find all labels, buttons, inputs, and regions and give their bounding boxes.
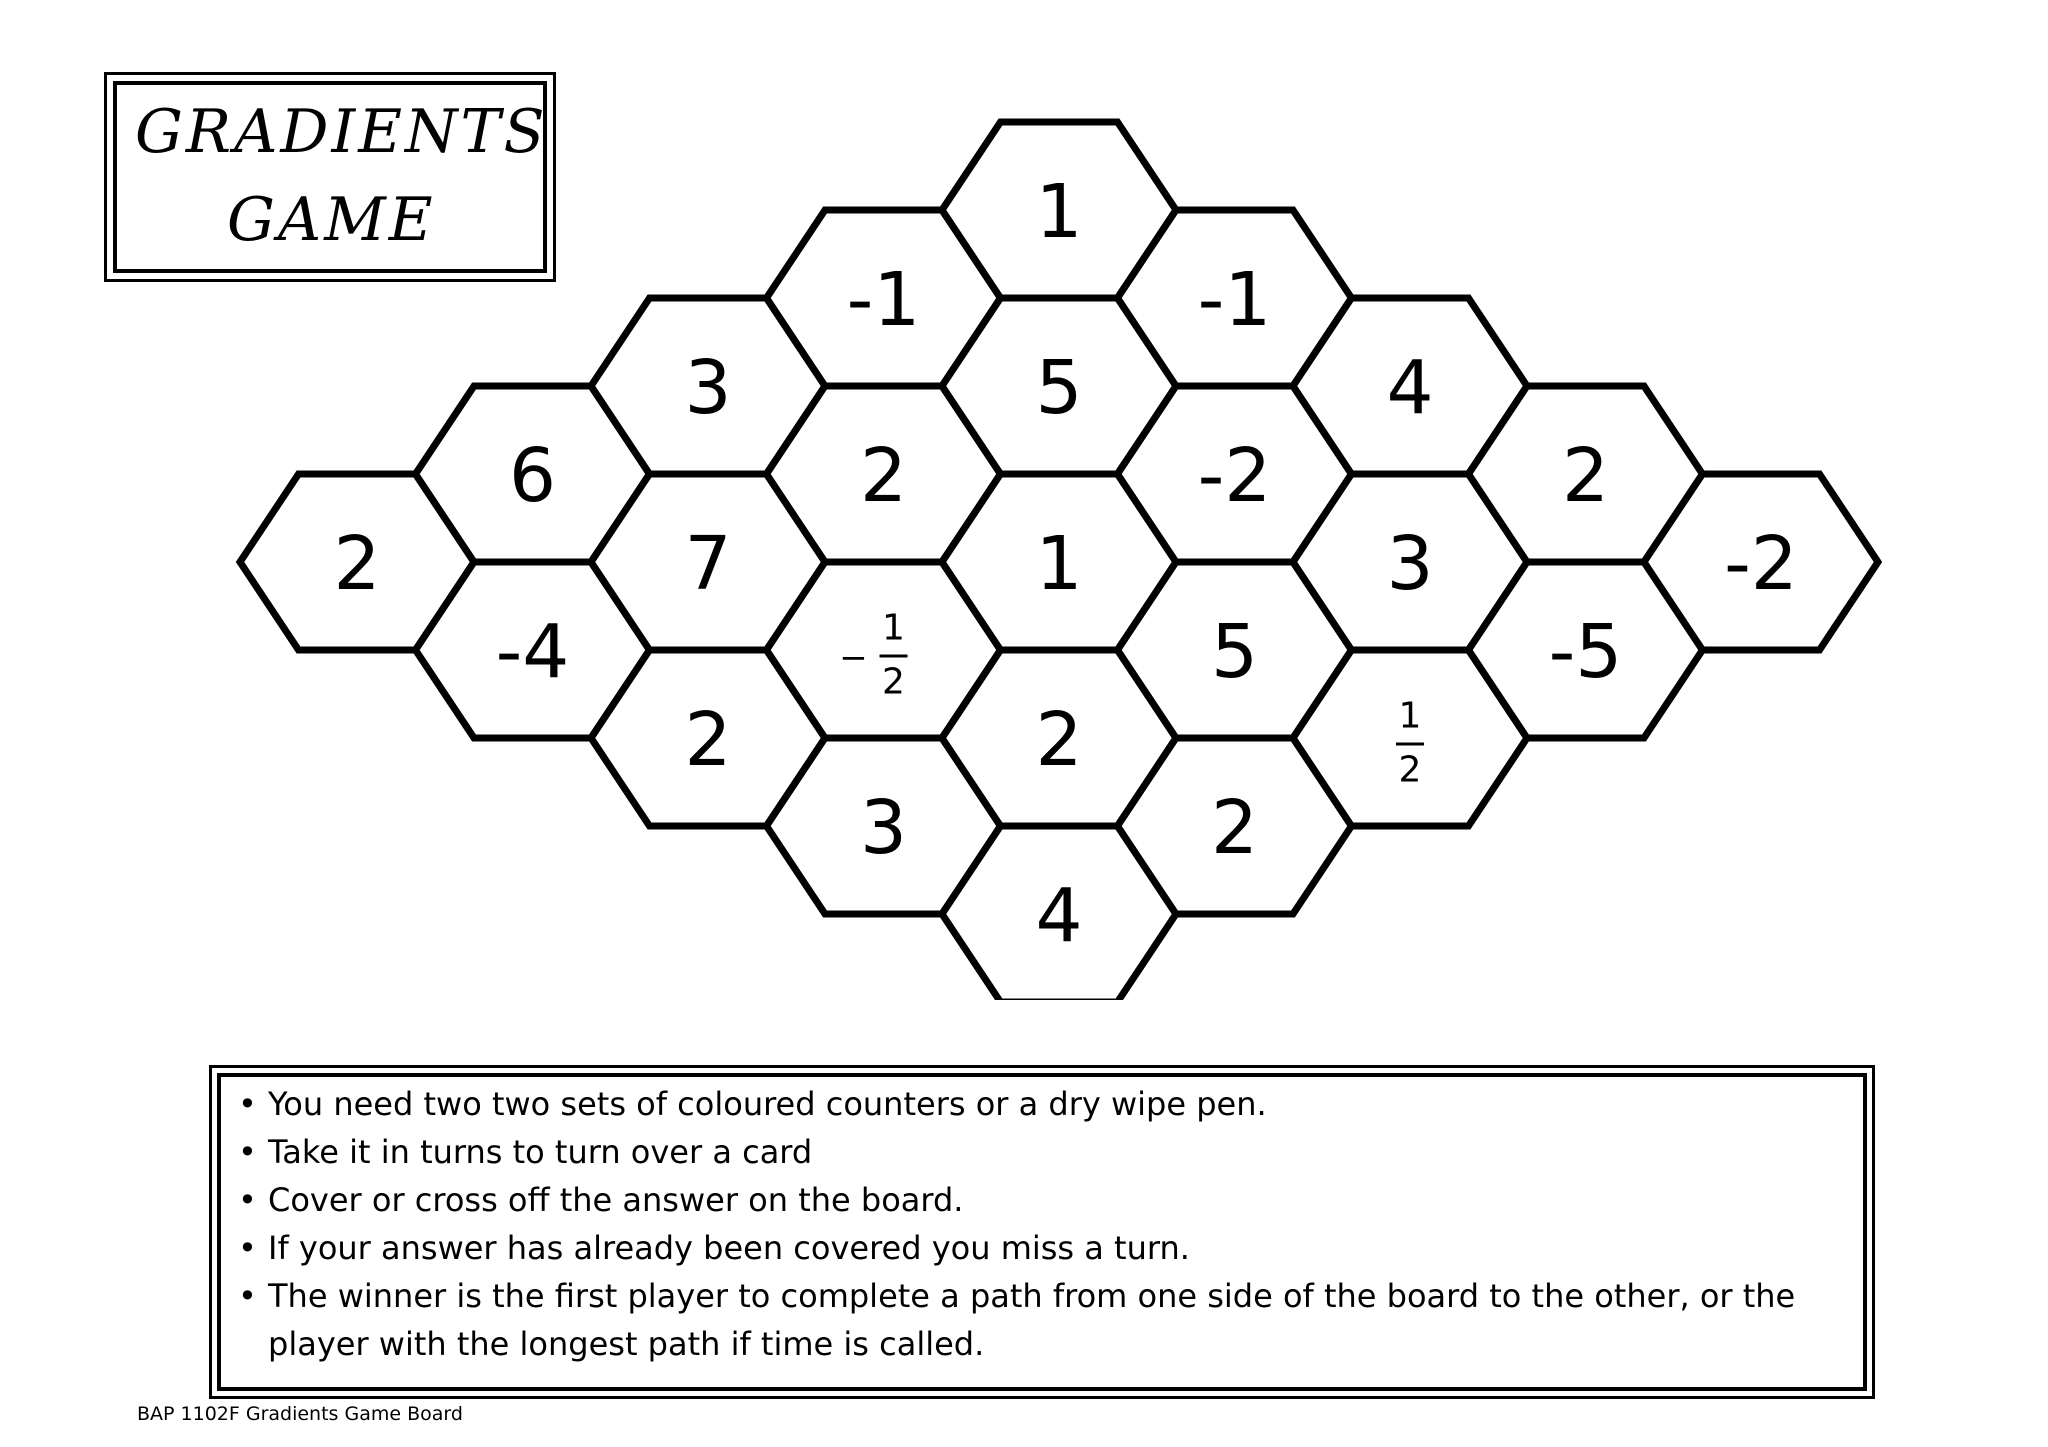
footer-label: BAP 1102F Gradients Game Board [137,1403,463,1425]
hex-value: 2 [684,697,732,783]
bullet-icon: • [238,1133,257,1171]
rule-text: Cover or cross off the answer on the board. [268,1181,964,1219]
rule-text: The winner is the first player to complete a path from one side of the board to the other, or the player with the longest path if time is called. [268,1277,1796,1363]
hex-value: -2 [1197,433,1272,519]
hex-value: -1 [846,257,921,343]
hex-value: 6 [508,433,557,519]
title-line-1: GRADIENTS [135,97,548,167]
fraction-denominator: 2 [1398,749,1422,791]
hex-value: -2 [1724,521,1798,607]
hex-value: 2 [333,521,381,607]
rule-text: If your answer has already been covered you miss a turn. [268,1229,1190,1267]
hex-value: 4 [1386,345,1434,431]
hex-value: 3 [684,345,732,431]
rule-text: Take it in turns to turn over a card [268,1133,813,1171]
rule-item [232,1224,1842,1272]
hex-value: 1 [1035,169,1083,255]
hex-value: 5 [1035,345,1083,431]
bullet-icon: • [238,1277,257,1315]
rule-text: You need two two sets of coloured counters or a dry wipe pen. [268,1085,1267,1123]
hex-value: 3 [1386,521,1434,607]
hex-value: 1 [1035,521,1083,607]
rule-item [232,1080,1842,1128]
hex-value: -5 [1548,609,1623,695]
fraction-numerator: 1 [1398,695,1422,737]
hex-value: 3 [859,785,908,871]
hex-value: 2 [859,433,908,519]
bullet-icon: • [238,1229,257,1267]
hex-value: 2 [1561,433,1610,519]
hex-value: 7 [684,521,732,607]
hex-value: -1 [1197,257,1272,343]
hex-value: 2 [1035,697,1083,783]
hex-value: 2 [1210,785,1259,871]
title-line-2: GAME [227,185,436,255]
bullet-icon: • [238,1181,257,1219]
hex-value: -4 [495,609,570,695]
fraction-sign: − [839,638,868,678]
hex-value: 4 [1035,873,1083,959]
bullet-icon: • [238,1085,257,1123]
rules-list [232,1080,1842,1368]
hex-value: 5 [1210,609,1259,695]
rule-item [232,1128,1842,1176]
rule-item [232,1272,1842,1368]
fraction-denominator: 2 [882,661,905,703]
rule-item [232,1176,1842,1224]
fraction-numerator: 1 [882,607,905,649]
rules-box [209,1065,1875,1399]
